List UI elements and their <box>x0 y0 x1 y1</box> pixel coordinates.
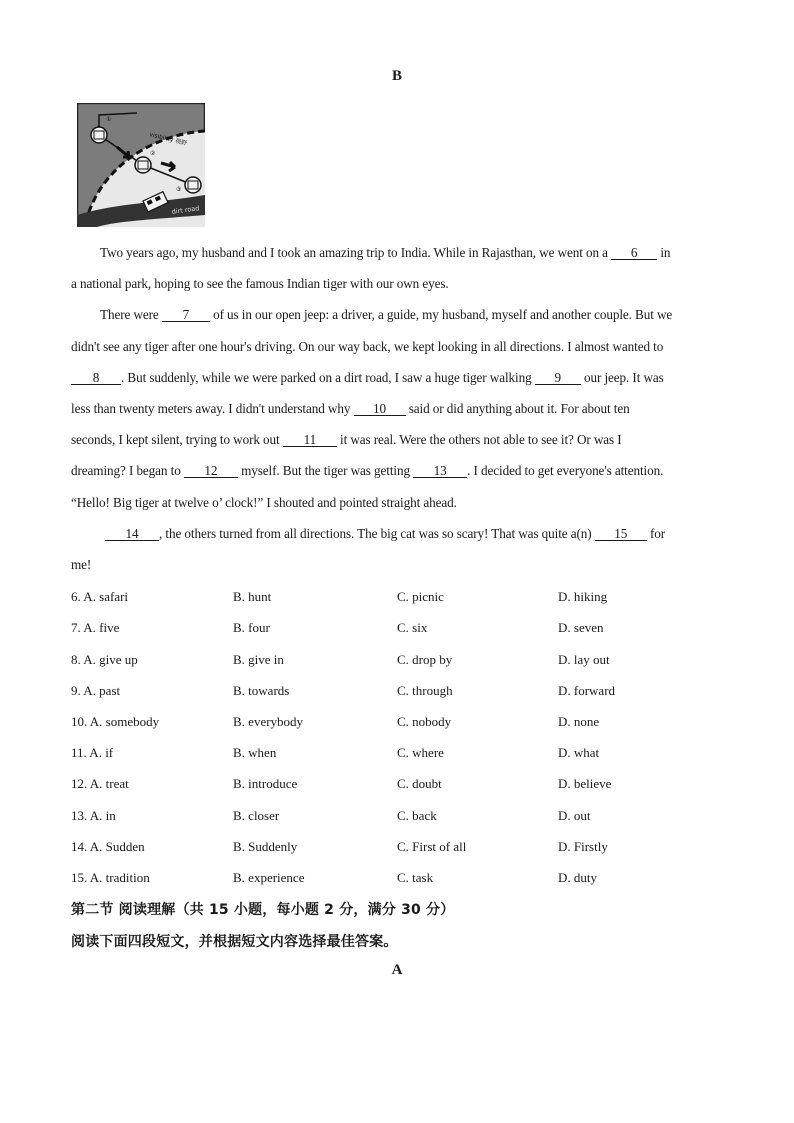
option-a[interactable]: 6. A. safari <box>71 589 129 604</box>
option-c[interactable]: C. picnic <box>397 589 444 604</box>
section-heading: 第二节 阅读理解（共 15 小题，每小题 2 分，满分 30 分） <box>71 902 455 918</box>
option-d[interactable]: D. hiking <box>558 589 608 604</box>
option-a[interactable]: 14. A. Sudden <box>71 839 145 854</box>
passage-line: me! <box>71 557 92 572</box>
map-marker-label-2: ② <box>150 150 156 157</box>
option-b[interactable]: B. towards <box>233 683 290 698</box>
option-a[interactable]: 11. A. if <box>71 745 114 760</box>
option-c[interactable]: C. drop by <box>397 652 453 667</box>
blank-14[interactable]: 14 <box>105 527 159 541</box>
blank-6[interactable]: 6 <box>611 246 657 260</box>
option-a[interactable]: 12. A. treat <box>71 776 129 791</box>
option-c[interactable]: C. back <box>397 808 437 823</box>
passage-line: didn't see any tiger after one hour's driving. On our way back, we kept looking in all directions. I almost wanted to <box>71 339 664 354</box>
option-d[interactable]: D. Firstly <box>558 839 608 854</box>
map-label-road: dirt road <box>171 204 200 216</box>
option-b[interactable]: B. introduce <box>233 776 298 791</box>
option-c[interactable]: C. task <box>397 870 434 885</box>
option-c[interactable]: C. where <box>397 745 444 760</box>
tiger-route-map <box>77 103 205 227</box>
blank-15[interactable]: 15 <box>595 527 647 541</box>
blank-11[interactable]: 11 <box>283 433 337 447</box>
option-d[interactable]: D. believe <box>558 776 612 791</box>
passage-line: dreaming? I began to 12 myself. But the tiger was getting 13 . I decided to get everyone's attention. <box>71 463 664 478</box>
option-a[interactable]: 7. A. five <box>71 620 120 635</box>
tiger-marker-1 <box>91 127 107 143</box>
option-b[interactable]: B. closer <box>233 808 280 823</box>
blank-8[interactable]: 8 <box>71 371 121 385</box>
tiger-marker-2 <box>135 157 151 173</box>
blank-12[interactable]: 12 <box>184 464 238 478</box>
blank-13[interactable]: 13 <box>413 464 467 478</box>
passage-line: a national park, hoping to see the famous Indian tiger with our own eyes. <box>71 276 449 291</box>
map-marker-label-3: ③ <box>176 186 182 193</box>
option-d[interactable]: D. seven <box>558 620 604 635</box>
option-b[interactable]: B. four <box>233 620 270 635</box>
option-d[interactable]: D. forward <box>558 683 616 698</box>
map-marker-label-1: ① <box>106 116 112 123</box>
tiger-marker-3 <box>185 177 201 193</box>
section-title-b: B <box>391 68 402 84</box>
option-b[interactable]: B. Suddenly <box>233 839 298 854</box>
option-d[interactable]: D. out <box>558 808 591 823</box>
option-c[interactable]: C. First of all <box>397 839 467 854</box>
map-label-visibility: visibility 视野 <box>148 131 188 148</box>
option-a[interactable]: 8. A. give up <box>71 652 138 667</box>
passage-line: There were 7 of us in our open jeep: a driver, a guide, my husband, myself and another couple. But we <box>100 307 673 322</box>
option-d[interactable]: D. what <box>558 745 600 760</box>
blank-9[interactable]: 9 <box>535 371 581 385</box>
option-b[interactable]: B. experience <box>233 870 305 885</box>
option-a[interactable]: 13. A. in <box>71 808 116 823</box>
blank-7[interactable]: 7 <box>162 308 210 322</box>
option-d[interactable]: D. lay out <box>558 652 610 667</box>
option-b[interactable]: B. hunt <box>233 589 272 604</box>
passage-line: 8 . But suddenly, while we were parked on a dirt road, I saw a huge tiger walking 9 our jeep. It was <box>71 370 664 386</box>
option-c[interactable]: C. six <box>397 620 428 635</box>
option-d[interactable]: D. none <box>558 714 600 729</box>
option-b[interactable]: B. give in <box>233 652 284 667</box>
option-d[interactable]: D. duty <box>558 870 597 885</box>
section-title-a: A <box>391 962 403 978</box>
option-a[interactable]: 9. A. past <box>71 683 121 698</box>
passage-line: less than twenty meters away. I didn't understand why 10 said or did anything about it. For about ten <box>71 401 630 416</box>
option-a[interactable]: 15. A. tradition <box>71 870 150 885</box>
blank-10[interactable]: 10 <box>354 402 406 416</box>
option-c[interactable]: C. doubt <box>397 776 442 791</box>
option-a[interactable]: 10. A. somebody <box>71 714 160 729</box>
passage-line: “Hello! Big tiger at twelve o’ clock!” I shouted and pointed straight ahead. <box>71 495 457 510</box>
passage-line: Two years ago, my husband and I took an amazing trip to India. While in Rajasthan, we went on a 6 in <box>100 245 671 260</box>
option-b[interactable]: B. when <box>233 745 277 760</box>
option-b[interactable]: B. everybody <box>233 714 304 729</box>
section-instruction: 阅读下面四段短文，并根据短文内容选择最佳答案。 <box>71 934 398 950</box>
option-c[interactable]: C. nobody <box>397 714 452 729</box>
option-c[interactable]: C. through <box>397 683 453 698</box>
passage-line: 14 , the others turned from all directions. The big cat was so scary! That was quite a(n) 15 for <box>105 526 665 542</box>
passage-line: seconds, I kept silent, trying to work out 11 it was real. Were the others not able to see it? Or was I <box>71 432 622 447</box>
